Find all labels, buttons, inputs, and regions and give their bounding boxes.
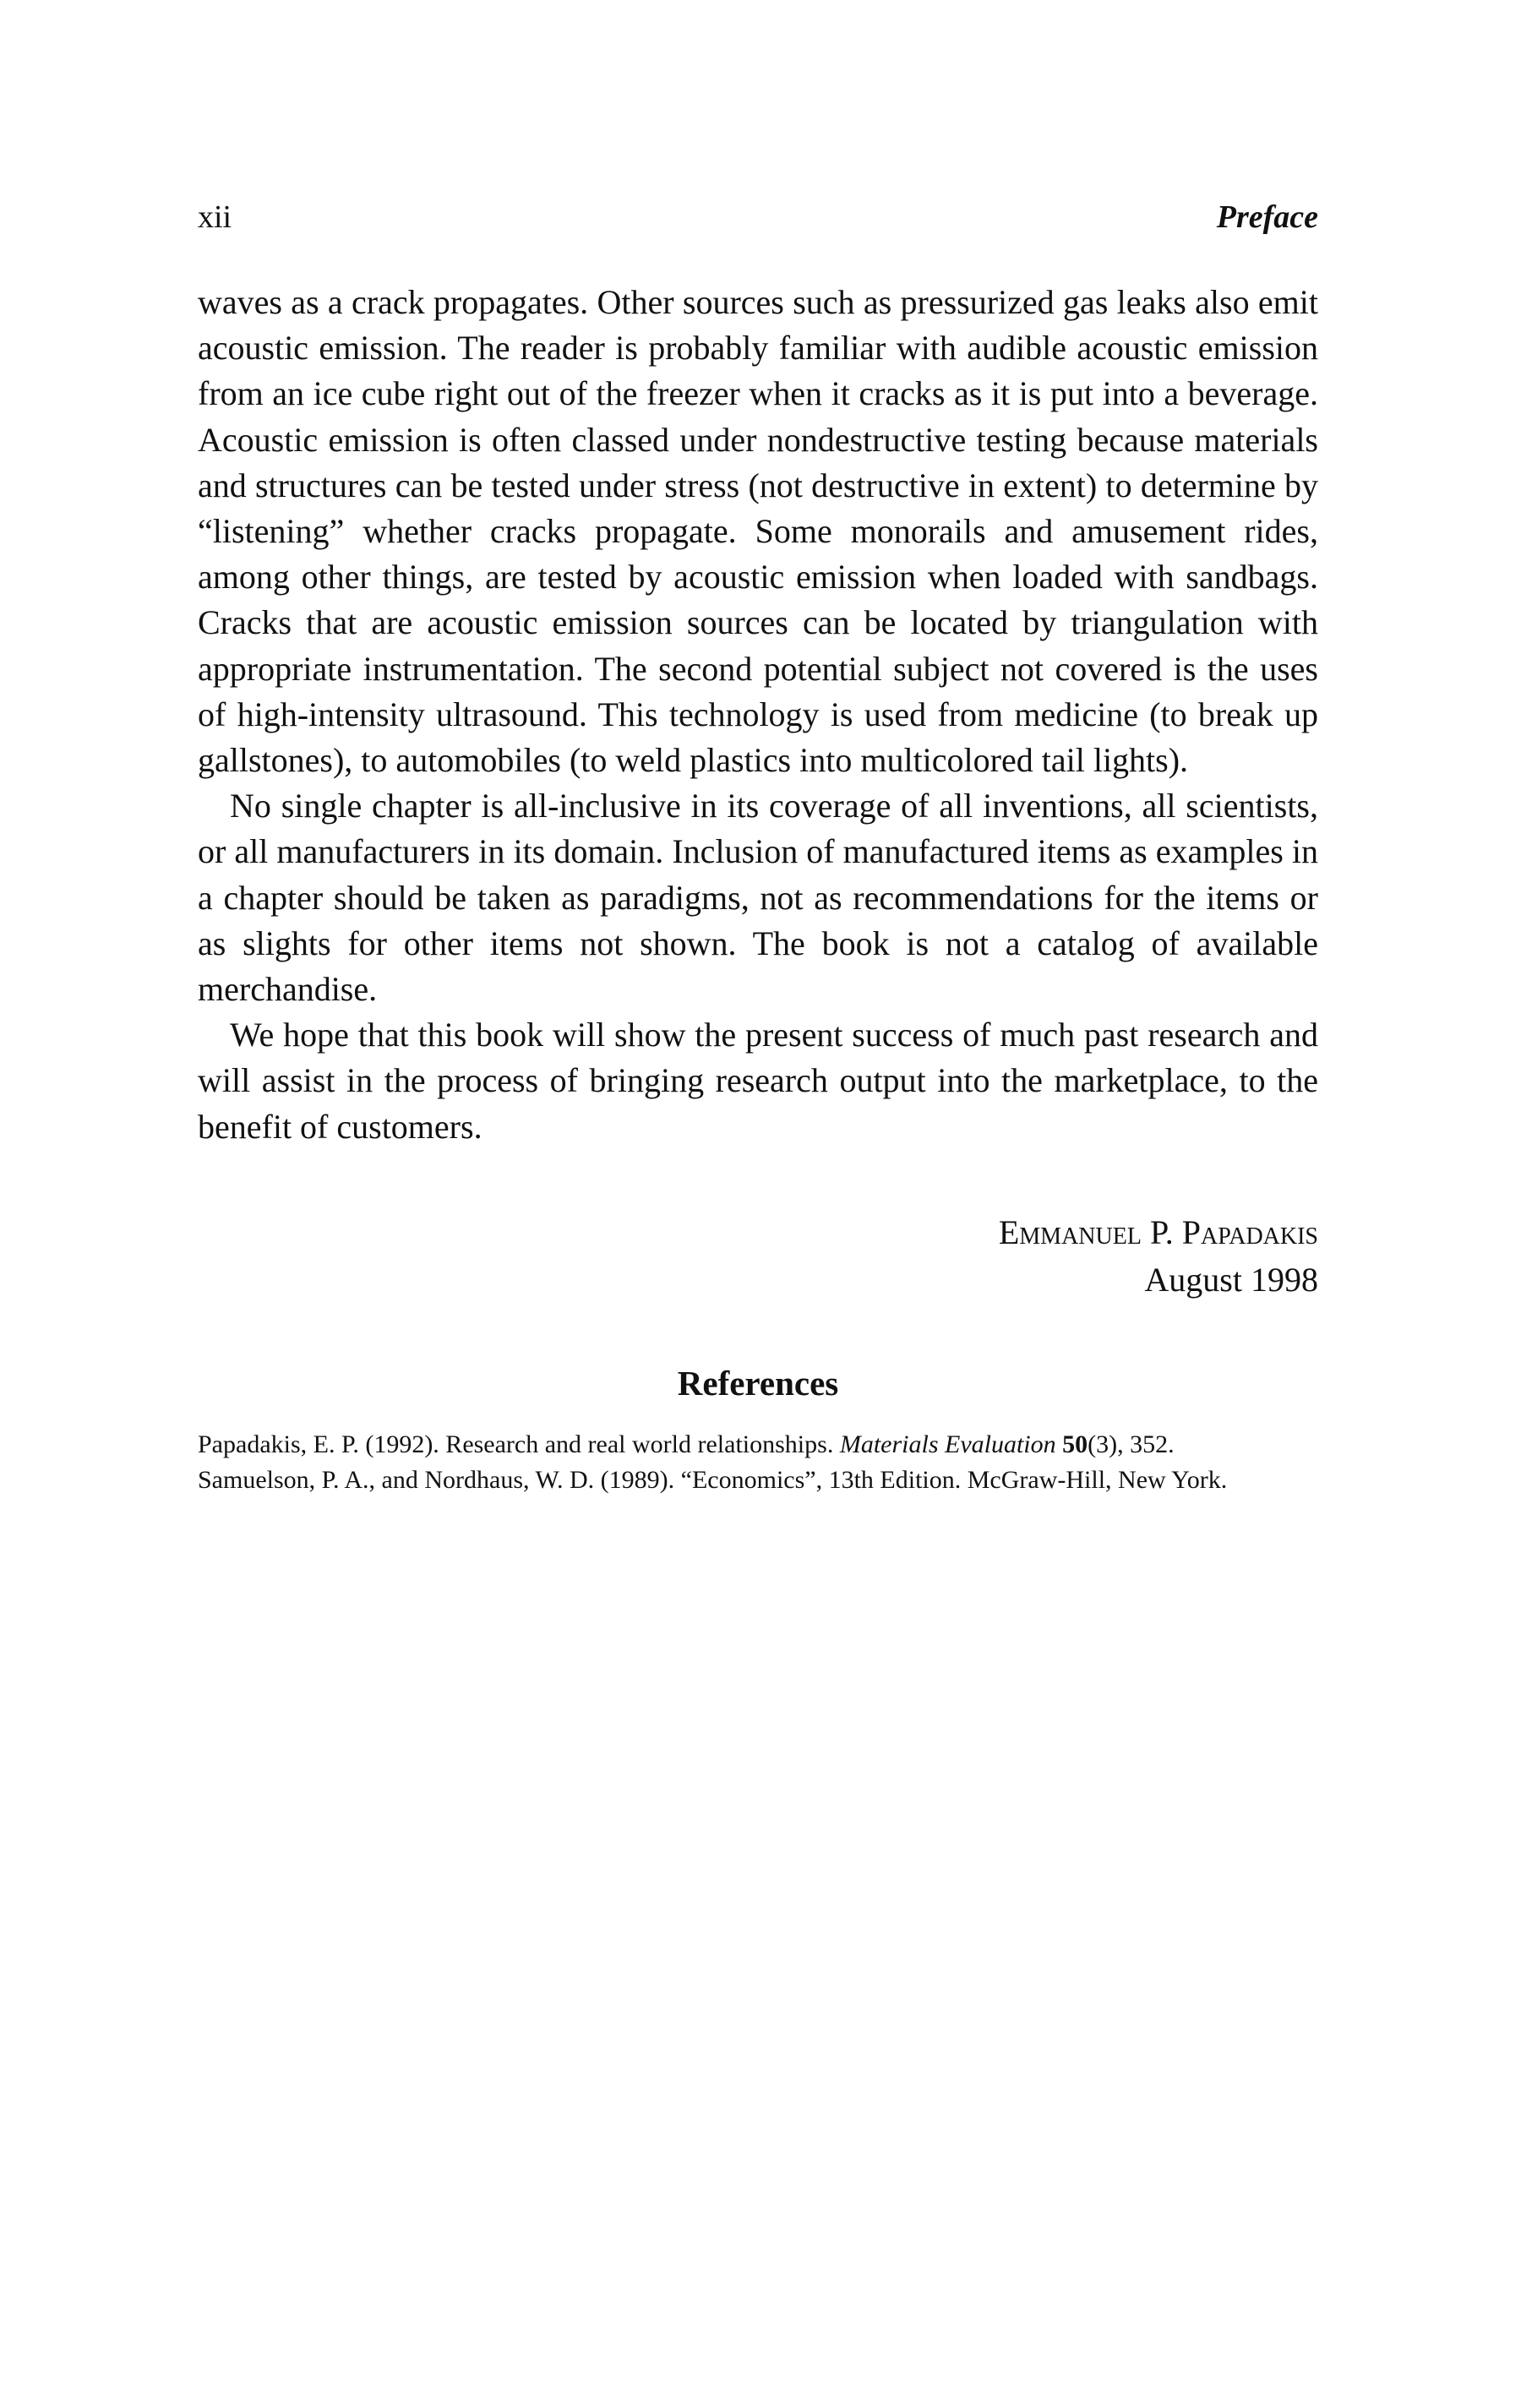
reference-list (198, 1427, 1318, 1498)
reference-item (198, 1427, 1318, 1463)
signature-date: August 1998 (1144, 1260, 1318, 1299)
journal-volume: 50 (1062, 1430, 1088, 1458)
paragraph-3: We hope that this book will show the present success of much past research and will assist in the process of bringing research output into the marketplace, to the benefit of customers. (198, 1016, 1318, 1146)
signature-block (198, 1209, 1318, 1304)
reference-text: (3), 352. (1088, 1430, 1175, 1458)
chapter-title: Preface (1216, 199, 1318, 235)
running-head (198, 190, 1318, 241)
journal-title: Materials Evaluation (839, 1430, 1056, 1458)
body-text (198, 280, 1318, 1150)
references-heading: References (677, 1363, 839, 1403)
reference-item: Samuelson, P. A., and Nordhaus, W. D. (1989). “Economics”, 13th Edition. McGraw-Hill, New York. (198, 1465, 1228, 1494)
paragraph-1: waves as a crack propagates. Other sources such as pressurized gas leaks also emit acoustic emission. The reader is probably familiar with audible acoustic emission from an ice cube right out of the freezer when it cracks as it is put into a beverage. Acoustic emission is often classed under nondestructive testing because materials and structures can be tested under stress (not destructive in extent) to determine by “listening” whether cracks propagate. Some monorails and amusement rides, among other things, are tested by acoustic emission when loaded with sandbags. Cracks that are acoustic emission sources can be located by triangulation with appropriate instrumentation. The second potential subject not covered is the uses of high-intensity ultrasound. This technology is used from medicine (to break up gallstones), to automobiles (to weld plastics into multicolored tail lights). (198, 283, 1318, 780)
paragraph-2: No single chapter is all-inclusive in its coverage of all inventions, all scientists, or all manufacturers in its domain. Inclusion of manufactured items as examples in a chapter should be taken as paradigms, not as recommendations for the items or as slights for other items not shown. The book is not a catalog of available merchandise. (198, 787, 1318, 1009)
book-page (198, 190, 1318, 1498)
author-name: Emmanuel P. Papadakis (998, 1212, 1318, 1251)
page-number: xii (198, 199, 232, 235)
reference-text: Papadakis, E. P. (1992). Research and real world relationships. (198, 1430, 840, 1458)
